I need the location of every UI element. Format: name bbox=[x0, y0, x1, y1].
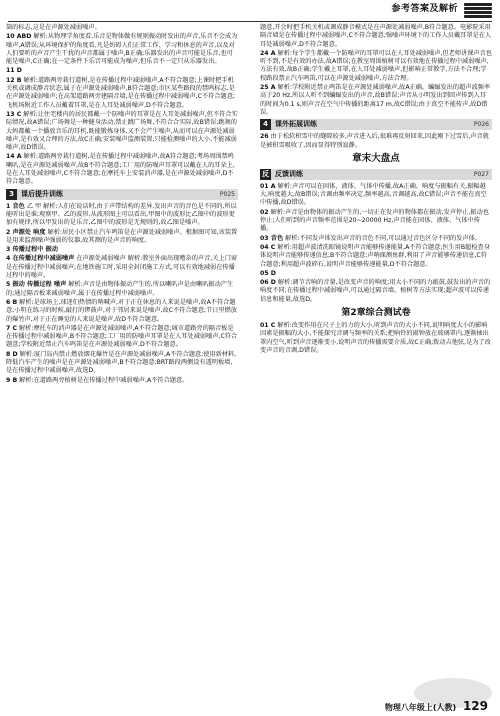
answer-r-intro: 题意,开会时把手机关机或调成静音模式是在声源处减弱噪声,B符合题意。电影院采用隔音墙是在传播过程中减弱噪声,C不符合题意;强噪声环境下的工作人员戴耳罩是在人耳处减弱噪声,D不符合题意。 bbox=[260, 24, 492, 48]
chapter-title: 章末大盘点 bbox=[352, 152, 400, 164]
answer-f6: 06 D 解析:调节音响的音量,是改变声音的响度;用大小不同的力敲鼓,鼓发出的声音的响度不同;在传播过程中减弱噪声,可以通过隔音墙、植树等方法实现;超声波可以传递信息和能量,故选D。 bbox=[260, 279, 491, 303]
answer-s9: 9 B 解析:在道路两旁植树是在传播过程中减弱噪声,A不符合题意。 bbox=[6, 376, 189, 384]
section-badge: 3 bbox=[6, 189, 17, 200]
answer-s3: 3 传播过程中 振动 bbox=[6, 246, 58, 254]
answer-s4: 4 在传播过程中减弱噪声 在声源处减弱噪声 解析:教室外面出现嘈杂的声音,关上门窗是在传播过程中减弱噪声;在地铁施工时,采用全封闭施工方式,可以有效地减弱在传播过程中的噪声。 bbox=[6, 255, 238, 280]
header-title: 参考答案及解析 bbox=[391, 4, 458, 14]
answer-f5: 05 D bbox=[260, 269, 276, 277]
answer-s5: 5 振动 传播过程 噪声 解析:声音是由物体振动产生的,所以喇叭声是由喇叭振动产生的;通过隔音板来减弱噪声,属于在传播过程中减弱噪声。 bbox=[6, 281, 234, 297]
answer-26: 26 由于松软积雪中的缝隙较多,声音进入后,很难再反射回来,因此刚下过雪后,声音就是被积雪吸收了,因而显得特别寂静。 bbox=[260, 133, 489, 149]
answer-s8: 8 D 解析:厦门岛内禁止燃放烟花爆竹是在声源处减弱噪声,A不符合题意;使用新材料,降低汽车产生的噪声是在声源处减弱噪声,B不符合题意;BRT路段两侧设有透明板墙,是在传播过程中减弱噪声,故选D。 bbox=[6, 350, 237, 375]
answer-14: 14 A 解析:道路两旁栽行道树,是在传播过程中减弱噪声,故A符合题意;考场周围禁鸣喇叭,是在声源处减弱噪声,故B不符合题意;工厂用的防噪声耳罩可以戴在人的耳朵上,是在人耳处减弱噪声,C不符合题意;在摩托车上安装消声器,是在声源处减弱噪声,D不符合题意。 bbox=[6, 153, 235, 186]
answer-intro: 箇的标志,这是在声源处减弱噪声。 bbox=[6, 24, 101, 31]
section-label: 反馈训练 bbox=[275, 169, 303, 178]
answer-f2: 02 解析:声音是由物体的振动产生的,一切正在发声的物体都在振动,发声停止,振动也停止;人们听到的声音频率范围是20~20000 Hz,声音能在固体、液体、气体中传播。 bbox=[260, 208, 489, 233]
section-badge: 反 bbox=[262, 169, 269, 178]
footer-text: 物理八年级上(人教) bbox=[384, 702, 457, 712]
section-header-feedback bbox=[260, 169, 492, 180]
answer-f4: 04 C 解析:用超声波清洗眼镜说明声音能够传递能量,A不符合题意;医生用B超检查身体说明声音能够传递信息,B不符合题意;声呐探测鱼群,利用了声音能够传递信息,C符合题意;利用超声波碎石,说明声音能够传递能量,D不符合题意。 bbox=[260, 243, 490, 268]
left-column bbox=[6, 24, 238, 386]
page-header bbox=[0, 0, 500, 22]
answer-10: 10 ABD 解析:从物理学角度看,乐音是物体做有规则振动时发出的声音,乐音不会成为噪声,A错误;从环境保护的角度看,凡是妨碍人们正常工作、学习和休息的声音,以及对人们要听的声音产生干扰的声音都属于噪声,B正确;乐器发出的声音可能是乐音,也可能是噪声,C正确;在一定条件下乐音可能成为噪声,但乐音不一定只从乐器发出。 bbox=[6, 33, 238, 66]
header-rule bbox=[8, 21, 492, 22]
answer-25: 25 A 解析:学校附近禁止鸣笛是在声源处减弱噪声,故A正确。蝙蝠发出的超声波频率高于20 Hz,所以人听不到蝙蝠发出的声音,故B错误;声音从小明发出到回声传到人耳的时间为0.1 s,则声音在空气中传播的距离17 m,故C错误;由于真空不能传声,故D错误。 bbox=[260, 84, 491, 116]
right-column bbox=[260, 24, 492, 356]
page-footer bbox=[384, 698, 488, 713]
section-page: P027 bbox=[473, 170, 489, 178]
answer-24: 24 A 解析:每个学生都戴一个防噪声的耳罩可以在人耳处减弱噪声,但老师讲课声音也听不到,不是有效的办法,故A错误;在教室周围植树可以有效地在传播过程中减弱噪声,方法有效,故B正确;学生戴上耳罩,在人耳处减弱噪声,但影响正常教学,方法不合理;学校路段禁止汽车鸣笛,可以在声源处减弱噪声,方法合理。 bbox=[260, 49, 492, 82]
test-title: 第2章综合测试卷 bbox=[341, 308, 411, 319]
answer-t1: 01 C 解析:改变作用在尺子上的力的大小,听到声音的大小不同,说明响度大小的影响因素是振幅的大小,不能探究音调与频率的关系;把响铃的闹钟放在玻璃罩内,逐渐抽出罩内空气,听到声音逐渐变小,说明声音的传播需要介质,故C正确;拨动吉他弦,是为了改变声音的音调,D错误。 bbox=[260, 322, 491, 354]
books-icon bbox=[464, 2, 492, 20]
answer-f3: 03 音色 解析:不同发声体发出声音的音色不同,可以通过音色区分不同的发声体。 bbox=[260, 234, 481, 242]
section-label: 课外拓展训练 bbox=[275, 120, 317, 129]
section-page: P025 bbox=[219, 190, 235, 198]
answer-13: 13 C 解析:让住宅楼内的居民都戴一个防噪声的耳罩是在人耳处减弱噪声,但不符合实际情况,故A错误;广场舞是一种健身活动,禁止跳广场舞,不符合合实际,故B错误;跳舞的大妈都戴一个播放音乐的耳机,既能锻炼身体,又不会产生噪声,从而可以在声源处减弱噪声,是有效又合理的方法,故C正确;安装噪声监测装置,只能检测噪声的大小,不能减弱噪声,故D错误。 bbox=[6, 110, 238, 152]
section-badge: 4 bbox=[260, 119, 271, 130]
answer-f1: 01 A 解析:声音可以在固体、液体、气体中传播,故A正确。响度与振幅有关,振幅越大,响度越大,故B错误;音调由频率决定,频率越高,音调越高,故C错误;声音不能在真空中传播,故D错误。 bbox=[260, 182, 487, 207]
page-number: 129 bbox=[462, 698, 488, 713]
section-label: 课后提升训练 bbox=[21, 189, 63, 198]
answer-12: 12 B 解析:道路两旁栽行道树,是在传播过程中减弱噪声,A不符合题意;上课时把手机关机或调成静音状态,属于在声源处减弱噪声,B符合题意;市区某些路段的禁鸣标志,是在声源处减弱噪声;在高架道路两旁建隔音墙,是在传播过程中减弱噪声,C不符合题意;飞机场附近工作人员戴着耳罩,是在人耳处减弱噪声,D不符合题意。 bbox=[6, 76, 235, 109]
answer-s2: 2 声源处 响度 解析:居民小区禁止汽车鸣笛是在声源处减弱噪声。根据图可知,该装置是用来监测噪声强弱的仪器,故其测的是声音的响度。 bbox=[6, 228, 238, 244]
answer-11: 11 D bbox=[6, 67, 22, 75]
answer-s7: 7 C 解析:摩托车的消声器是在声源处减弱噪声,A不符合题意;城市道路旁的隔音板是在传播过程中减弱噪声,B不符合题意;工厂用的防噪声耳罩是在人耳处减弱噪声,C符合题意;学校附近禁止汽车鸣笛是在声源处减弱噪声,D不符合题意。 bbox=[6, 324, 238, 349]
section-header-extension bbox=[6, 189, 238, 200]
answer-s1: 1 音色 乙 甲 解析:人们在说话时,由于声带结构的差异,发出声音的音色是不同的,所以能听出是谁;观察甲、乙的波形,从波形图上可以看出,甲图中的波形比乙图中的波形更加有规律,所以甲发出的是乐音,乙图中的波形是无规则的,故乙图是噪声。 bbox=[6, 202, 237, 227]
answer-s6: 6 B 解析:是球场上,球迷们热情的呐喊声,对于正在休息的人来说是噪声,故A不符合题意;小明在练习的时候,敲打的锣鼓声,对于邻居来说是噪声,故C不符合题意;节日里燃放的爆竹声,对于正在睡觉的人来说是噪声,故D不符合题意。 bbox=[6, 298, 237, 323]
section-page: P026 bbox=[473, 121, 489, 129]
section-header-expand bbox=[260, 119, 492, 130]
